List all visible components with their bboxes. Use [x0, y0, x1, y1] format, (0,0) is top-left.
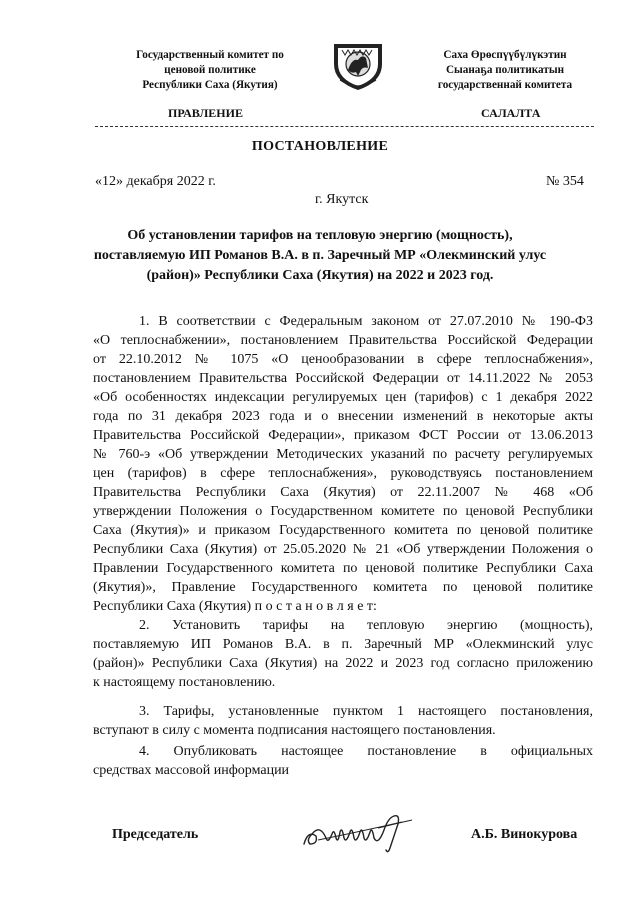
signatory-name: А.Б. Винокурова [471, 827, 578, 842]
signatory-role: Председатель [112, 827, 199, 842]
body-line: утверждении Положения о Государственном комитете по ценовой Республики [93, 504, 593, 519]
body-line: года по 31 декабря 2023 года и о внесении изменений в некоторые акты [93, 409, 593, 424]
body-line: 2. Установить тарифы на тепловую энергию (мощность), [139, 618, 593, 633]
document-number: № 354 [546, 174, 584, 189]
body-line: постановлением Правительства Российской Федерации от 14.11.2022 № 2053 [93, 371, 593, 386]
document-title-line: (район)» Республики Саха (Якутия) на 2022 и 2023 год. [146, 268, 494, 283]
body-line: поставляемую ИП Романов В.А. в п. Заречный МР «Олекминский улус [93, 637, 593, 652]
header-divider [95, 126, 594, 127]
body-line: 3. Тарифы, установленные пунктом 1 настоящего постановления, [139, 704, 593, 719]
body-line: цен (тарифов) в сфере теплоснабжения», руководствуясь постановлением [93, 466, 593, 481]
body-line: вступают в силу с момента подписания настоящего постановления. [93, 723, 496, 738]
issuer-line: Республики Саха (Якутия) [142, 79, 278, 91]
coat-of-arms-emblem [328, 40, 388, 92]
document-date: «12» декабря 2022 г. [95, 174, 216, 189]
body-line: (Якутия)», Правление Государственного комитета по ценовой политике [93, 580, 593, 595]
board-label-russian: ПРАВЛЕНИЕ [168, 106, 243, 120]
issuer-line: государственнай комитета [437, 79, 573, 91]
body-line: «О теплоснабжении», постановлением Правительства Российской Федерации [93, 333, 593, 348]
issuer-name-yakut [410, 48, 600, 93]
body-line: Республики Саха (Якутия) от 25.05.2020 № 21 «Об утверждении Положения о [93, 542, 593, 557]
handwritten-signature [298, 810, 420, 854]
body-line: Республики Саха (Якутия) п о с т а н о в л я е т: [93, 599, 377, 614]
issuer-line: ценовой политике [164, 64, 256, 76]
issuer-line: Саха Өрөспүүбүлүкэтин [443, 49, 567, 61]
body-line: 1. В соответствии с Федеральным законом от 27.07.2010 № 190-ФЗ [139, 314, 593, 329]
document-title-line: поставляемую ИП Романов В.А. в п. Заречный МР «Олекминский улус [93, 248, 547, 263]
body-line: средствах массовой информации [93, 763, 290, 778]
body-line: (район)» Республики Саха (Якутия) на 2022 и 2023 год согласно приложению [93, 656, 593, 671]
body-line: Правительства Республики Саха (Якутия) от 22.11.2007 № 468 «Об [93, 485, 593, 500]
body-line: № 760-э «Об утверждении Методических указаний по расчету регулируемых [93, 447, 593, 462]
issuer-line: Государственный комитет по [136, 49, 284, 61]
issuer-line: Сыанаҕа политикатын [445, 64, 565, 76]
body-line: Саха (Якутия)» и приказом Государственного комитета по ценовой политике [93, 523, 593, 538]
body-line: 4. Опубликовать настоящее постановление в официальных [139, 744, 593, 759]
body-line: к настоящему постановлению. [93, 675, 276, 690]
board-label-yakut: САЛАЛТА [481, 106, 541, 120]
document-city: г. Якутск [315, 192, 369, 207]
body-line: «Об особенностях индексации регулируемых цен (тарифов) с 1 декабря 2022 [93, 390, 593, 405]
body-line: от 22.10.2012 № 1075 «О ценообразовании в сфере теплоснабжения», [93, 352, 593, 367]
document-type: ПОСТАНОВЛЕНИЕ [251, 139, 389, 154]
document-title-line: Об установлении тарифов на тепловую энергию (мощность), [127, 228, 513, 243]
body-line: Правительства Российской Федерации», приказом ФСТ России от 13.06.2013 [93, 428, 593, 443]
issuer-name-russian [100, 48, 320, 93]
body-line: Правлении Государственного комитета по ценовой политике Республики Саха [93, 561, 593, 576]
